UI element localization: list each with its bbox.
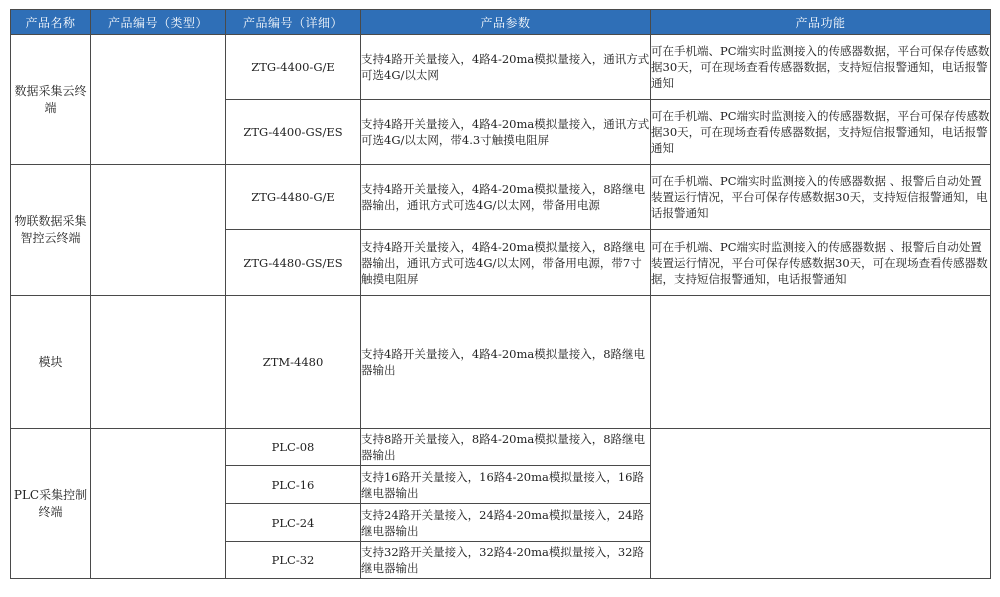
params-cell: 支持4路开关量接入，4路4-20ma模拟量接入，通讯方式可选4G/以太网，带4.3寸触摸电阻屏 [361, 100, 651, 165]
params-cell: 支持24路开关量接入，24路4-20ma模拟量接入，24路继电器输出 [361, 504, 651, 542]
model-cell: ZTG-4480-GS/ES [226, 230, 361, 296]
params-cell: 支持4路开关量接入，4路4-20ma模拟量接入，8路继电器输出 [361, 296, 651, 429]
product-name-cell: PLC采集控制终端 [11, 429, 91, 579]
type-code-cell [91, 35, 226, 165]
product-name-cell: 模块 [11, 296, 91, 429]
model-cell: PLC-32 [226, 542, 361, 579]
header-product-name: 产品名称 [11, 10, 91, 35]
table-row [11, 35, 991, 100]
params-cell: 支持4路开关量接入，4路4-20ma模拟量接入，8路继电器输出，通讯方式可选4G/以太网，带备用电源，带7寸触摸电阻屏 [361, 230, 651, 296]
function-cell: 可在手机端、PC端实时监测接入的传感器数据 、报警后自动处置装置运行情况，平台可保存传感数据30天，可在现场查看传感器数据，支持短信报警通知，电话报警通知 [651, 230, 991, 296]
product-name-cell: 物联数据采集智控云终端 [11, 165, 91, 296]
product-table [10, 9, 991, 579]
table-row [11, 429, 991, 466]
product-name-cell: 数据采集云终端 [11, 35, 91, 165]
model-cell: ZTG-4400-GS/ES [226, 100, 361, 165]
params-cell: 支持16路开关量接入，16路4-20ma模拟量接入，16路继电器输出 [361, 466, 651, 504]
model-cell: PLC-08 [226, 429, 361, 466]
table-row [11, 165, 991, 230]
model-cell: PLC-24 [226, 504, 361, 542]
model-cell: PLC-16 [226, 466, 361, 504]
params-cell: 支持8路开关量接入，8路4-20ma模拟量接入，8路继电器输出 [361, 429, 651, 466]
params-cell: 支持4路开关量接入，4路4-20ma模拟量接入，通讯方式可选4G/以太网 [361, 35, 651, 100]
header-detail-code: 产品编号（详细） [226, 10, 361, 35]
params-cell: 支持32路开关量接入，32路4-20ma模拟量接入，32路继电器输出 [361, 542, 651, 579]
model-cell: ZTM-4480 [226, 296, 361, 429]
function-cell [651, 429, 991, 579]
header-params: 产品参数 [361, 10, 651, 35]
model-cell: ZTG-4400-G/E [226, 35, 361, 100]
params-cell: 支持4路开关量接入，4路4-20ma模拟量接入，8路继电器输出，通讯方式可选4G/以太网，带备用电源 [361, 165, 651, 230]
table-row [11, 296, 991, 429]
function-cell: 可在手机端、PC端实时监测接入的传感器数据，平台可保存传感数据30天，可在现场查看传感器数据，支持短信报警通知，电话报警通知 [651, 35, 991, 100]
type-code-cell [91, 165, 226, 296]
type-code-cell [91, 296, 226, 429]
function-cell: 可在手机端、PC端实时监测接入的传感器数据 、报警后自动处置装置运行情况，平台可保存传感数据30天，支持短信报警通知，电话报警通知 [651, 165, 991, 230]
function-cell [651, 296, 991, 429]
header-row [11, 10, 991, 35]
type-code-cell [91, 429, 226, 579]
header-type-code: 产品编号（类型） [91, 10, 226, 35]
header-function: 产品功能 [651, 10, 991, 35]
function-cell: 可在手机端、PC端实时监测接入的传感器数据，平台可保存传感数据30天，可在现场查看传感器数据，支持短信报警通知，电话报警通知 [651, 100, 991, 165]
model-cell: ZTG-4480-G/E [226, 165, 361, 230]
